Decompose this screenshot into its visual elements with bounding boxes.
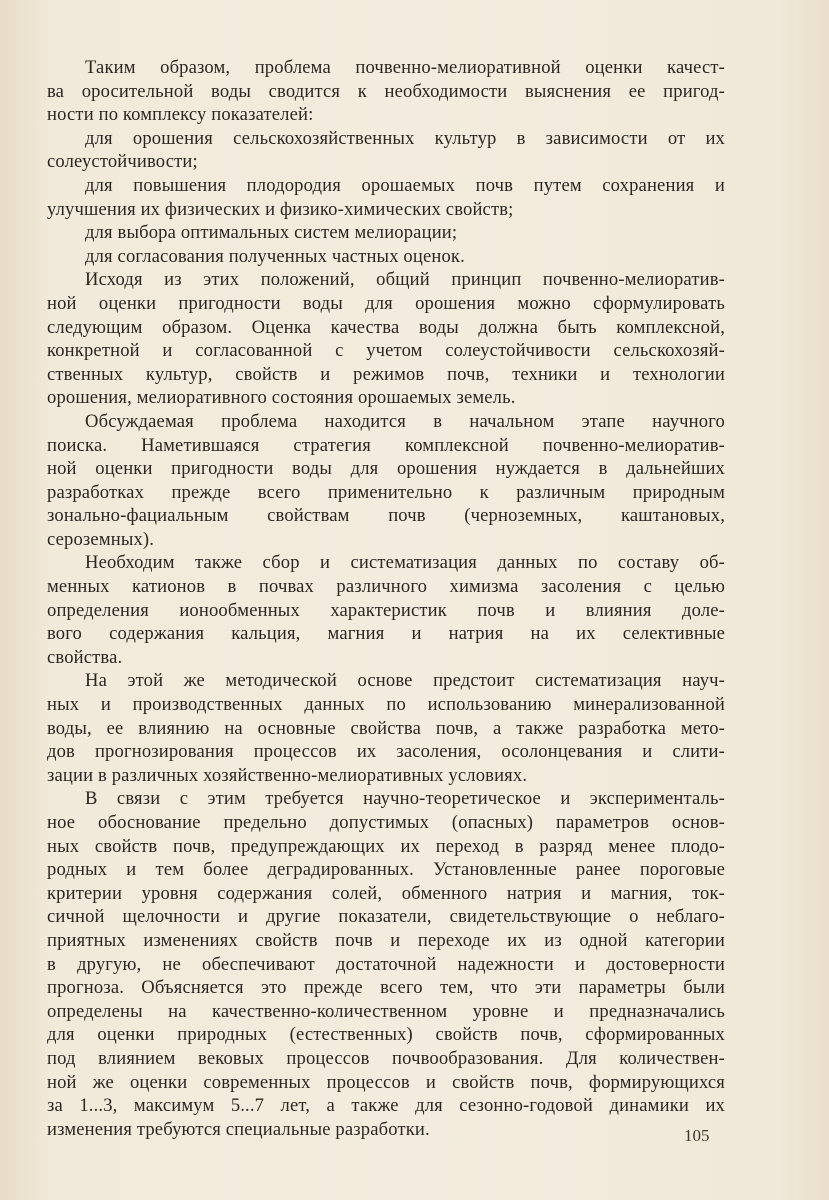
text-line: ных свойств почв, предупреждающих их переход в разряд менее плодо- bbox=[47, 835, 725, 857]
text-line: ва оросительной воды сводится к необходимости выяснения ее пригод- bbox=[47, 80, 725, 102]
text-line: дов прогнозирования процессов их засоления, осолонцевания и слити- bbox=[47, 741, 725, 763]
text-line: воды, ее влиянию на основные свойства почв, а также разработка мето- bbox=[47, 717, 725, 739]
paragraph bbox=[47, 56, 725, 127]
text-line: приятных изменениях свойств почв и переходе их из одной категории bbox=[47, 929, 725, 951]
text-line: ности по комплексу показателей: bbox=[47, 104, 314, 126]
text-line: ной оценки пригодности воды для орошения нуждается в дальнейших bbox=[47, 458, 725, 480]
paragraph bbox=[47, 221, 725, 245]
paragraph bbox=[47, 127, 725, 174]
paragraph bbox=[47, 268, 725, 410]
text-line: в другую, не обеспечивают достаточной надежности и достоверности bbox=[47, 953, 725, 975]
text-line: сичной щелочности и другие показатели, свидетельствующие о неблаго- bbox=[47, 906, 725, 928]
text-line: На этой же методической основе предстоит систематизация науч- bbox=[85, 670, 725, 692]
text-line: Необходим также сбор и систематизация данных по составу об- bbox=[85, 552, 725, 574]
text-line: следующим образом. Оценка качества воды должна быть комплексной, bbox=[47, 316, 725, 338]
text-line: под влиянием вековых процессов почвообразования. Для количествен- bbox=[47, 1047, 725, 1069]
text-line: орошения, мелиоративного состояния орошаемых земель. bbox=[47, 387, 516, 409]
text-line: для орошения сельскохозяйственных культур в зависимости от их bbox=[85, 127, 725, 149]
text-line: ственных культур, свойств и режимов почв, техники и технологии bbox=[47, 363, 725, 385]
text-line: разработках прежде всего применительно к различным природным bbox=[47, 481, 725, 503]
page-number: 105 bbox=[684, 1126, 710, 1145]
text-line: свойства. bbox=[47, 646, 123, 668]
text-line: родных и тем более деградированных. Установленные ранее пороговые bbox=[47, 859, 725, 881]
text-line: определения ионообменных характеристик почв и влияния доле- bbox=[47, 599, 725, 621]
text-line: Исходя из этих положений, общий принцип почвенно-мелиоратив- bbox=[85, 269, 725, 291]
text-line: Обсуждаемая проблема находится в начальном этапе научного bbox=[85, 410, 725, 432]
body-text bbox=[47, 56, 725, 1141]
text-line: ных и производственных данных по использованию минерализованной bbox=[47, 694, 725, 716]
paragraph bbox=[47, 410, 725, 552]
paragraph bbox=[47, 174, 725, 221]
paragraph bbox=[47, 669, 725, 787]
text-line: изменения требуются специальные разработки. bbox=[47, 1118, 430, 1140]
text-line: критерии уровня содержания солей, обменного натрия и магния, ток- bbox=[47, 882, 725, 904]
text-line: для согласования полученных частных оценок. bbox=[85, 245, 465, 267]
text-line: менных катионов в почвах различного химизма засоления с целью bbox=[47, 576, 725, 598]
text-line: Таким образом, проблема почвенно-мелиоративной оценки качест- bbox=[85, 57, 725, 78]
text-line: солеустойчивости; bbox=[47, 151, 198, 173]
text-line: вого содержания кальция, магния и натрия на их селективные bbox=[47, 623, 725, 645]
text-line: В связи с этим требуется научно-теоретическое и эксперименталь- bbox=[85, 788, 725, 810]
paragraph bbox=[47, 551, 725, 669]
text-line: определены на качественно-количественном уровне и предназначались bbox=[47, 1000, 725, 1022]
text-line: ной же оценки современных процессов и свойств почв, формирующихся bbox=[47, 1071, 725, 1093]
paragraph bbox=[47, 787, 725, 1141]
text-line: ной оценки пригодности воды для орошения можно сформулировать bbox=[47, 292, 725, 314]
text-line: зонально-фациальным свойствам почв (черноземных, каштановых, bbox=[47, 505, 725, 527]
text-line: зации в различных хозяйственно-мелиоративных условиях. bbox=[47, 764, 528, 786]
text-line: для выбора оптимальных систем мелиорации; bbox=[85, 222, 458, 244]
text-line: прогноза. Объясняется это прежде всего тем, что эти параметры были bbox=[47, 977, 725, 999]
text-line: сероземных). bbox=[47, 528, 155, 550]
text-line: ное обоснование предельно допустимых (опасных) параметров основ- bbox=[47, 812, 725, 833]
text-line: для оценки природных (естественных) свойств почв, сформированных bbox=[47, 1024, 725, 1046]
text-line: для повышения плодородия орошаемых почв путем сохранения и bbox=[85, 174, 725, 196]
paragraph bbox=[47, 245, 725, 269]
text-line: поиска. Наметившаяся стратегия комплексной почвенно-мелиоратив- bbox=[47, 434, 725, 456]
text-line: за 1...3, максимум 5...7 лет, а также для сезонно-годовой динамики их bbox=[47, 1095, 725, 1117]
text-line: улучшения их физических и физико-химических свойств; bbox=[47, 198, 514, 220]
text-line: конкретной и согласованной с учетом солеустойчивости сельскохозяй- bbox=[47, 340, 725, 362]
